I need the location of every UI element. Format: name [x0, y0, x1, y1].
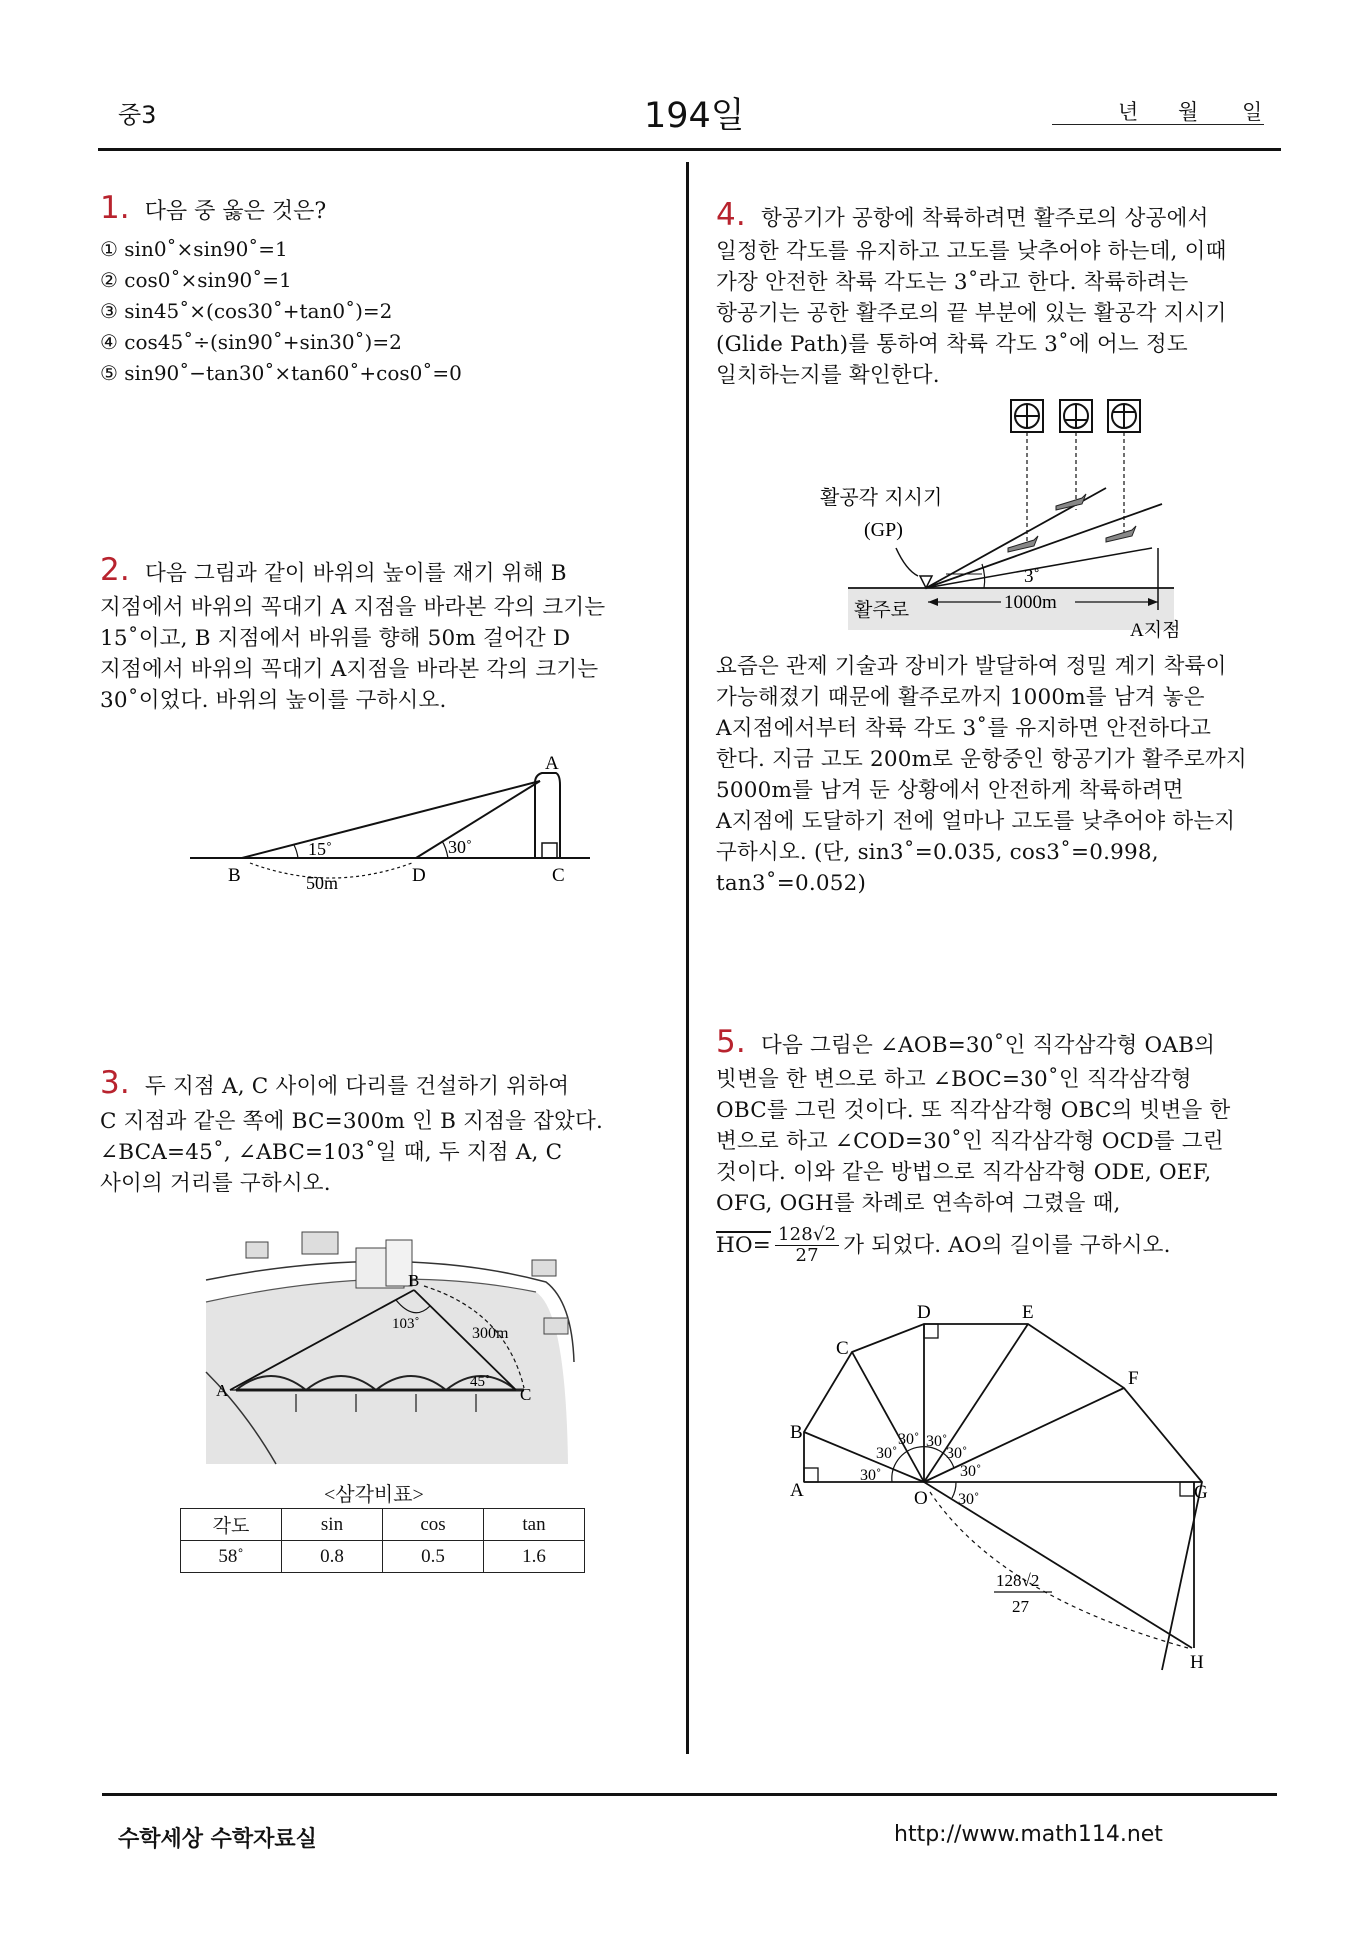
q5-frac-den: 27: [795, 1245, 819, 1266]
q3-line-3: ∠BCA=45˚, ∠ABC=103˚일 때, 두 지점 A, C: [100, 1140, 563, 1165]
q5-line-3: OBC를 그린 것이다. 또 직각삼각형 OBC의 빗변을 한: [716, 1098, 1231, 1123]
q4-line-6: 일치하는지를 확인한다.: [716, 363, 940, 388]
q5-label-f: F: [1128, 1368, 1139, 1389]
q5-final-prefix: HO=: [716, 1233, 771, 1258]
q5-ray-oc: [852, 1352, 924, 1482]
q4-number: 4.: [716, 197, 746, 233]
gp-indicator-2: [1060, 400, 1092, 432]
date-month: 월: [1178, 100, 1199, 124]
column-divider: [686, 162, 689, 1754]
q5-number: 5.: [716, 1024, 746, 1060]
q4-body-line-2: 가능해졌기 때문에 활주로까지 1000m를 남겨 놓은: [716, 685, 1205, 710]
q4-body-line-6: A지점에 도달하기 전에 얼마나 고도를 낮추어야 하는지: [716, 809, 1236, 834]
q2-angle-15: 15˚: [308, 839, 332, 859]
date-year: 년: [1118, 100, 1139, 124]
q3-line-1: 두 지점 A, C 사이에 다리를 건설하기 위하여: [145, 1074, 570, 1099]
table-row: [181, 1509, 585, 1541]
q3-label-a: A: [216, 1381, 229, 1400]
q5-angle-eof: 30˚: [946, 1445, 968, 1462]
q5-label-b: B: [790, 1422, 803, 1443]
footer-link[interactable]: http://www.math114.net: [894, 1822, 1163, 1847]
q4-body-line-3: A지점에서부터 착륙 각도 3˚를 유지하면 안전하다고: [716, 716, 1212, 741]
q2-line-5: 30˚이었다. 바위의 높이를 구하시오.: [100, 688, 447, 713]
airplane-icon: [1106, 526, 1136, 542]
q1-option-5: ⑤ sin90˚−tan30˚×tan60˚+cos0˚=0: [100, 361, 462, 385]
q4-line-5: (Glide Path)를 통하여 착륙 각도 3˚에 어느 정도: [716, 332, 1188, 357]
q5-label-o: O: [914, 1488, 928, 1509]
q4-body-line-7: 구하시오. (단, sin3˚=0.035, cos3˚=0.998,: [716, 840, 1159, 865]
q1-option-3: ③ sin45˚×(cos30˚+tan0˚)=2: [100, 299, 393, 323]
table-header-tan: tan: [484, 1509, 585, 1541]
q5-figure: [790, 1296, 1210, 1673]
gp-indicator-3: [1108, 400, 1140, 432]
q3-figure: [206, 1222, 576, 1464]
q2-sight-d: [416, 781, 540, 858]
q3-building-2: [302, 1232, 338, 1254]
q2-line-2: 지점에서 바위의 꼭대기 A 지점을 바라본 각의 크기는: [100, 595, 606, 620]
q3-building-6: [544, 1318, 568, 1334]
q3-line-4: 사이의 거리를 구하시오.: [100, 1171, 331, 1196]
q5-angle-doe: 30˚: [926, 1433, 948, 1450]
q5-line-2: 빗변을 한 변으로 하고 ∠BOC=30˚인 직각삼각형: [716, 1067, 1192, 1092]
q5-label-e: E: [1022, 1302, 1034, 1323]
gp-indicator-1: [1011, 400, 1043, 432]
q2-line-1: 다음 그림과 같이 바위의 높이를 재기 위해 B: [145, 561, 567, 586]
q5-final-suffix: 가 되었다. AO의 길이를 구하시오.: [843, 1233, 1171, 1258]
question-4-body: [716, 651, 1276, 899]
q1-option-1: ① sin0˚×sin90˚=1: [100, 237, 288, 261]
question-4: [716, 198, 1276, 391]
q4-figure: [816, 398, 1216, 644]
q4-distance: 1000m: [1004, 592, 1057, 613]
question-3: [100, 1064, 660, 1199]
q5-line-5: 것이다. 이와 같은 방법으로 직각삼각형 ODE, OEF,: [716, 1160, 1212, 1185]
table-cell-tan: 1.6: [484, 1541, 585, 1573]
q5-angle-goh: 30˚: [958, 1491, 980, 1508]
table-header-cos: cos: [383, 1509, 484, 1541]
question-5: [716, 1024, 1276, 1266]
q4-line-3: 가장 안전한 착륙 각도는 3˚라고 한다. 착륙하려는: [716, 270, 1189, 295]
q5-angle-boc: 30˚: [876, 1445, 898, 1462]
q2-distance: 50m: [306, 873, 339, 893]
q2-angle-30: 30˚: [448, 837, 472, 857]
q3-angle-103: 103˚: [392, 1316, 420, 1332]
q3-number: 3.: [100, 1065, 130, 1101]
table-cell-cos: 0.5: [383, 1541, 484, 1573]
q4-body-line-8: tan3˚=0.052): [716, 871, 867, 896]
q5-line-4: 변으로 하고 ∠COD=30˚인 직각삼각형 OCD를 그린: [716, 1129, 1224, 1154]
q2-label-d: D: [412, 865, 426, 886]
gp-pointer: [896, 548, 918, 576]
q5-line-6: OFG, OGH를 차례로 연속하여 그렸을 때,: [716, 1191, 1121, 1216]
page-title: 194일: [644, 96, 745, 136]
q3-label-b: B: [408, 1271, 420, 1290]
q3-river: [206, 1279, 568, 1464]
q3-trig-table: [180, 1508, 585, 1573]
q3-distance: 300m: [472, 1325, 509, 1342]
date-day: 일: [1242, 100, 1263, 124]
q2-line-3: 15˚이고, B 지점에서 바위를 향해 50m 걸어간 D: [100, 626, 571, 651]
q5-frac-num: 128√2: [775, 1225, 839, 1246]
header-rule: [98, 148, 1281, 151]
q3-building-5: [532, 1260, 556, 1276]
q4-glide-mid: [926, 504, 1162, 588]
table-header-sin: sin: [282, 1509, 383, 1541]
q1-question: 다음 중 옳은 것은?: [144, 199, 327, 224]
q4-body-line-4: 한다. 지금 고도 200m로 운항중인 항공기가 활주로까지: [716, 747, 1247, 772]
q5-line-1: 다음 그림은 ∠AOB=30˚인 직각삼각형 OAB의: [761, 1033, 1216, 1058]
q4-angle: 3˚: [1024, 566, 1040, 587]
q5-final-line: [716, 1225, 1276, 1266]
q4-runway-label: 활주로: [854, 599, 910, 621]
q5-angle-cod: 30˚: [898, 1431, 920, 1448]
q2-label-b: B: [228, 865, 241, 886]
q4-body-line-5: 5000m를 남겨 둔 상황에서 안전하게 착륙하려면: [716, 778, 1184, 803]
q5-ho-arc: [930, 1492, 1188, 1648]
q5-label-a: A: [790, 1480, 804, 1501]
q2-label-a: A: [545, 753, 559, 774]
q5-label-c: C: [836, 1338, 849, 1359]
question-2: [100, 552, 660, 716]
q2-label-c: C: [552, 865, 565, 886]
q1-number: 1.: [100, 190, 130, 226]
q2-figure: [180, 755, 600, 895]
date-field: [1052, 96, 1264, 125]
q1-options: [100, 234, 660, 389]
q5-angle-aob: 30˚: [860, 1467, 882, 1484]
q3-building-1: [246, 1242, 268, 1258]
q5-fig-frac-num: 128√2: [996, 1571, 1040, 1590]
q2-line-4: 지점에서 바위의 꼭대기 A지점을 바라본 각의 크기는: [100, 657, 599, 682]
q4-indicator-label: 활공각 지시기: [820, 485, 943, 509]
q2-number: 2.: [100, 552, 130, 588]
q3-table-title: <삼각비표>: [324, 1484, 424, 1506]
q3-line-2: C 지점과 같은 쪽에 BC=300m 인 B 지점을 잡았다.: [100, 1109, 604, 1134]
q4-gp-label: (GP): [864, 519, 903, 541]
grade-label: 중3: [118, 101, 157, 129]
q1-option-4: ④ cos45˚÷(sin90˚+sin30˚)=2: [100, 330, 402, 354]
q5-label-d: D: [917, 1302, 931, 1323]
q4-line-1: 항공기가 공항에 착륙하려면 활주로의 상공에서: [761, 206, 1209, 231]
q4-point-a: A지점: [1130, 620, 1181, 641]
q5-label-h: H: [1190, 1652, 1204, 1673]
table-header-angle: 각도: [181, 1509, 282, 1541]
q5-fig-frac-den: 27: [1012, 1597, 1029, 1616]
q4-line-2: 일정한 각도를 유지하고 고도를 낮추어야 하는데, 이때: [716, 239, 1227, 264]
q2-angle-arc-15: [294, 845, 298, 858]
footer-rule: [102, 1793, 1277, 1796]
q2-right-angle: [542, 843, 557, 858]
question-1: [100, 190, 660, 389]
q4-body-line-1: 요즘은 관제 기술과 장비가 발달하여 정밀 계기 착륙이: [716, 654, 1227, 679]
footer-left: 수학세상 수학자료실: [118, 1827, 317, 1852]
q3-angle-45: 45˚: [470, 1374, 490, 1390]
q4-line-4: 항공기는 공한 활주로의 끝 부분에 있는 활공각 지시기: [716, 301, 1227, 326]
q5-label-g: G: [1194, 1482, 1208, 1503]
q5-angle-fog: 30˚: [960, 1463, 982, 1480]
q5-fraction: [775, 1225, 839, 1266]
table-cell-sin: 0.8: [282, 1541, 383, 1573]
q2-sight-b: [242, 781, 540, 858]
table-cell-angle: 58˚: [181, 1541, 282, 1573]
table-row: [181, 1541, 585, 1573]
q3-label-c: C: [520, 1385, 532, 1404]
q1-option-2: ② cos0˚×sin90˚=1: [100, 268, 292, 292]
